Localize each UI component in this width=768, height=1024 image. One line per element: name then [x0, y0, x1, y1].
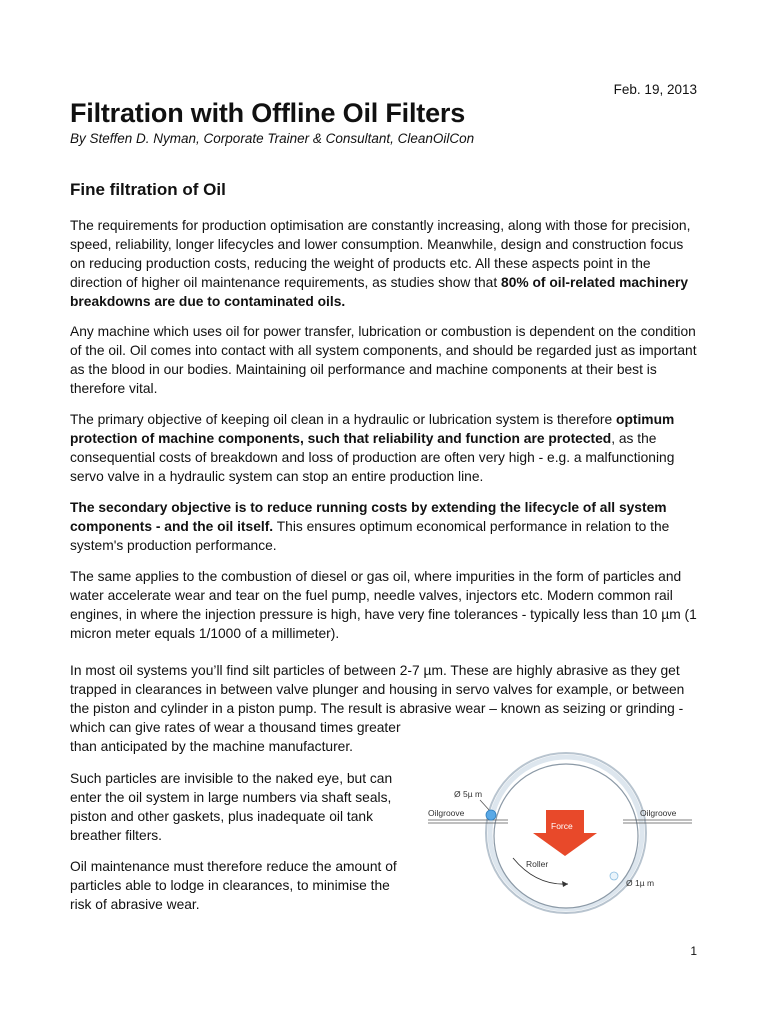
paragraph-4-text: This ensures optimum economical performance in relation to the system's production performance.: [70, 519, 670, 553]
document-date: Feb. 19, 2013: [613, 82, 697, 97]
label-oilgroove-left: Oilgroove: [428, 808, 465, 818]
paragraph-5: The same applies to the combustion of diesel or gas oil, where impurities in the form of particles and water accelerate wear and tear on the fuel pump, needle valves, injectors etc. Modern common rail engines, in where the injection pressure is high, have very fine tolerances - typically less than 10 µm (1 micron meter equals 1/1000 of a millimeter).: [70, 569, 697, 641]
paragraph-3: [70, 410, 700, 486]
paragraph-7: Such particles are invisible to the naked eye, but can enter the oil system in large numbers via shaft seals, piston and other gaskets, plus inadequate oil tank breather filters.: [70, 771, 393, 843]
paragraph-1-text: The requirements for production optimisation are constantly increasing, along with those for precision, speed, reliability, longer lifecycles and lower consumption. Meanwhile, design and construction focus on reducing production costs, reducing the weight of products etc. All these aspects point in the direction of higher oil maintenance requirements, as studies show that: [70, 218, 691, 290]
particle-5um: [486, 810, 496, 820]
byline: By Steffen D. Nyman, Corporate Trainer & Consultant, CleanOilCon: [70, 131, 475, 146]
paragraph-3-text-a: The primary objective of keeping oil clean in a hydraulic or lubrication system is therefore: [70, 412, 617, 427]
paragraph-3-bold: optimum protection of machine components, such that reliability and function are protected: [70, 412, 675, 446]
paragraph-6a: In most oil systems you’ll find silt particles of between 2-7 µm. These are highly abrasive as they get trapped in clearances in between valve plunger and housing in servo valves for example, or between the piston and cylinder in a piston pump. The result is abrasive wear – known as seizing or grinding -: [70, 663, 685, 716]
force-label: Force: [551, 821, 573, 831]
paragraph-2: Any machine which uses oil for power transfer, lubrication or combustion is dependent on the condition of the oil. Oil comes into contact with all system components, and should be regarded just as important as the blood in our bodies. Maintaining oil performance and machine components at their best is therefore vital.: [70, 324, 697, 396]
label-roller: Roller: [526, 859, 549, 869]
section-heading: Fine filtration of Oil: [70, 180, 226, 199]
label-1um: Ø 1µ m: [626, 878, 655, 888]
paragraph-1: [70, 216, 700, 311]
paragraph-1-bold: 80% of oil-related machinery breakdowns are due to contaminated oils.: [70, 275, 689, 309]
label-oilgroove-right: Oilgroove: [640, 808, 677, 818]
label-5um: Ø 5µ m: [454, 789, 483, 799]
roller-diagram: [418, 748, 698, 918]
paragraph-6b: which can give rates of wear a thousand times greater than anticipated by the machine manufacturer.: [70, 720, 401, 754]
particle-1um: [610, 872, 618, 880]
paragraph-8: Oil maintenance must therefore reduce the amount of particles able to lodge in clearances, to minimise the risk of abrasive wear.: [70, 859, 397, 912]
paragraph-3-text-c: , as the consequential costs of breakdown and loss of production are often very high - e.g. a malfunctioning servo valve in a hydraulic system can stop an entire production line.: [70, 431, 675, 484]
paragraph-4-bold: The secondary objective is to reduce running costs by extending the lifecycle of all system components - and the oil itself.: [70, 500, 667, 534]
particle-5um-leader: [480, 800, 490, 811]
paragraph-4: [70, 498, 700, 555]
page-title: Filtration with Offline Oil Filters: [70, 98, 466, 128]
page-number: 1: [690, 944, 697, 958]
